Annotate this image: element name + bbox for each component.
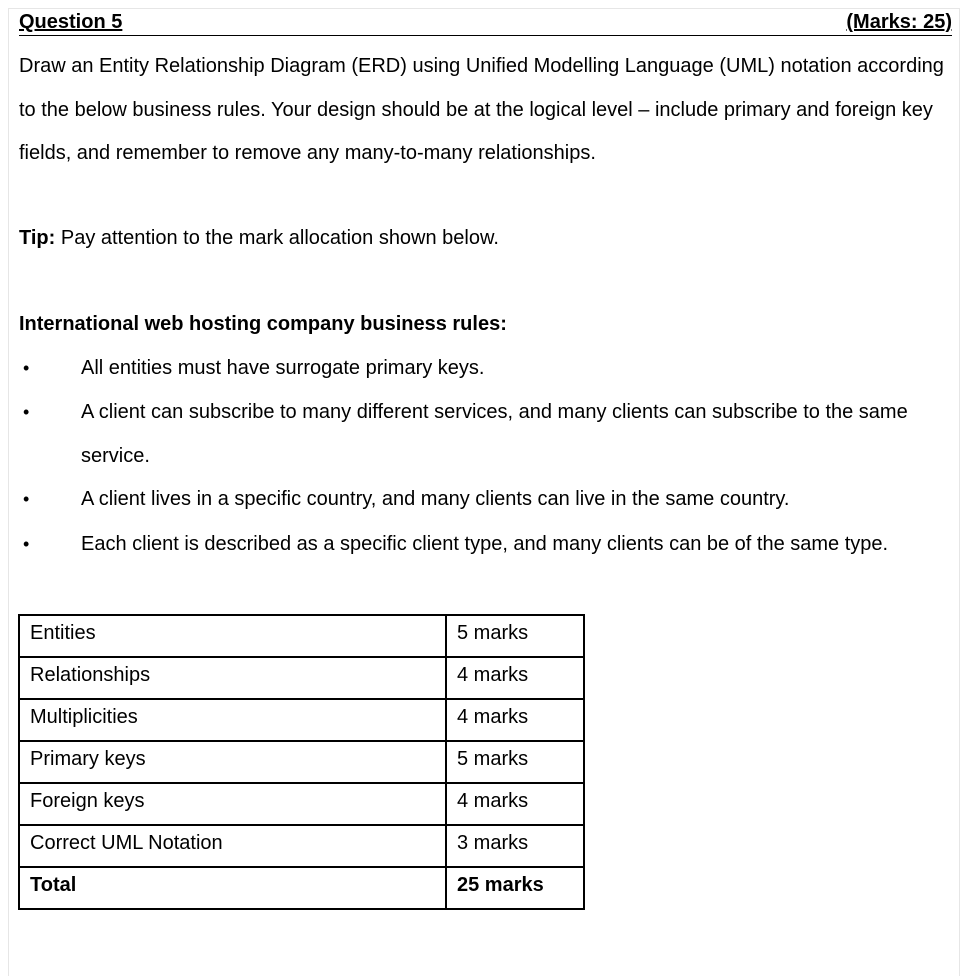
- bullet-icon: •: [23, 534, 30, 554]
- business-rule-text: A client can subscribe to many different services, and many clients can subscribe to the same service.: [81, 401, 908, 467]
- question-title: Question 5: [19, 11, 123, 33]
- criterion-cell: Relationships: [19, 657, 446, 699]
- question-instructions: Draw an Entity Relationship Diagram (ERD) using Unified Modelling Language (UML) notation according to the below business rules. Your design should be at the logical level – include primary and foreign key fields, and remember to remove any many-to-many relationships.: [19, 55, 944, 164]
- business-rule-text: A client lives in a specific country, and many clients can live in the same country.: [81, 488, 790, 510]
- marks-cell: 4 marks: [446, 783, 584, 825]
- table-row: [19, 825, 584, 867]
- criterion-cell: Primary keys: [19, 741, 446, 783]
- table-row: [19, 783, 584, 825]
- business-rule-text: Each client is described as a specific client type, and many clients can be of the same type.: [81, 533, 889, 555]
- marks-cell: 4 marks: [446, 699, 584, 741]
- marks-cell: 3 marks: [446, 825, 584, 867]
- total-label-cell: Total: [19, 867, 446, 909]
- bullet-icon: •: [23, 489, 30, 509]
- marks-cell: 4 marks: [446, 657, 584, 699]
- criterion-cell: Multiplicities: [19, 699, 446, 741]
- question-marks: (Marks: 25): [846, 11, 952, 33]
- business-rules-heading: International web hosting company business rules:: [19, 313, 507, 335]
- table-row: [19, 615, 584, 657]
- criterion-cell: Entities: [19, 615, 446, 657]
- table-row: [19, 741, 584, 783]
- total-row: [19, 867, 584, 909]
- bullet-icon: •: [23, 358, 30, 378]
- total-marks-cell: 25 marks: [446, 867, 584, 909]
- tip-label: Tip:: [19, 227, 56, 249]
- question-header: [19, 7, 952, 36]
- tip-paragraph: [19, 217, 954, 261]
- marks-cell: 5 marks: [446, 741, 584, 783]
- business-rule-text: All entities must have surrogate primary keys.: [81, 357, 485, 379]
- bullet-icon: •: [23, 402, 30, 422]
- tip-text: Pay attention to the mark allocation shown below.: [55, 227, 499, 249]
- table-row: [19, 657, 584, 699]
- table-row: [19, 699, 584, 741]
- mark-allocation-table: [18, 614, 585, 910]
- criterion-cell: Correct UML Notation: [19, 825, 446, 867]
- marks-cell: 5 marks: [446, 615, 584, 657]
- criterion-cell: Foreign keys: [19, 783, 446, 825]
